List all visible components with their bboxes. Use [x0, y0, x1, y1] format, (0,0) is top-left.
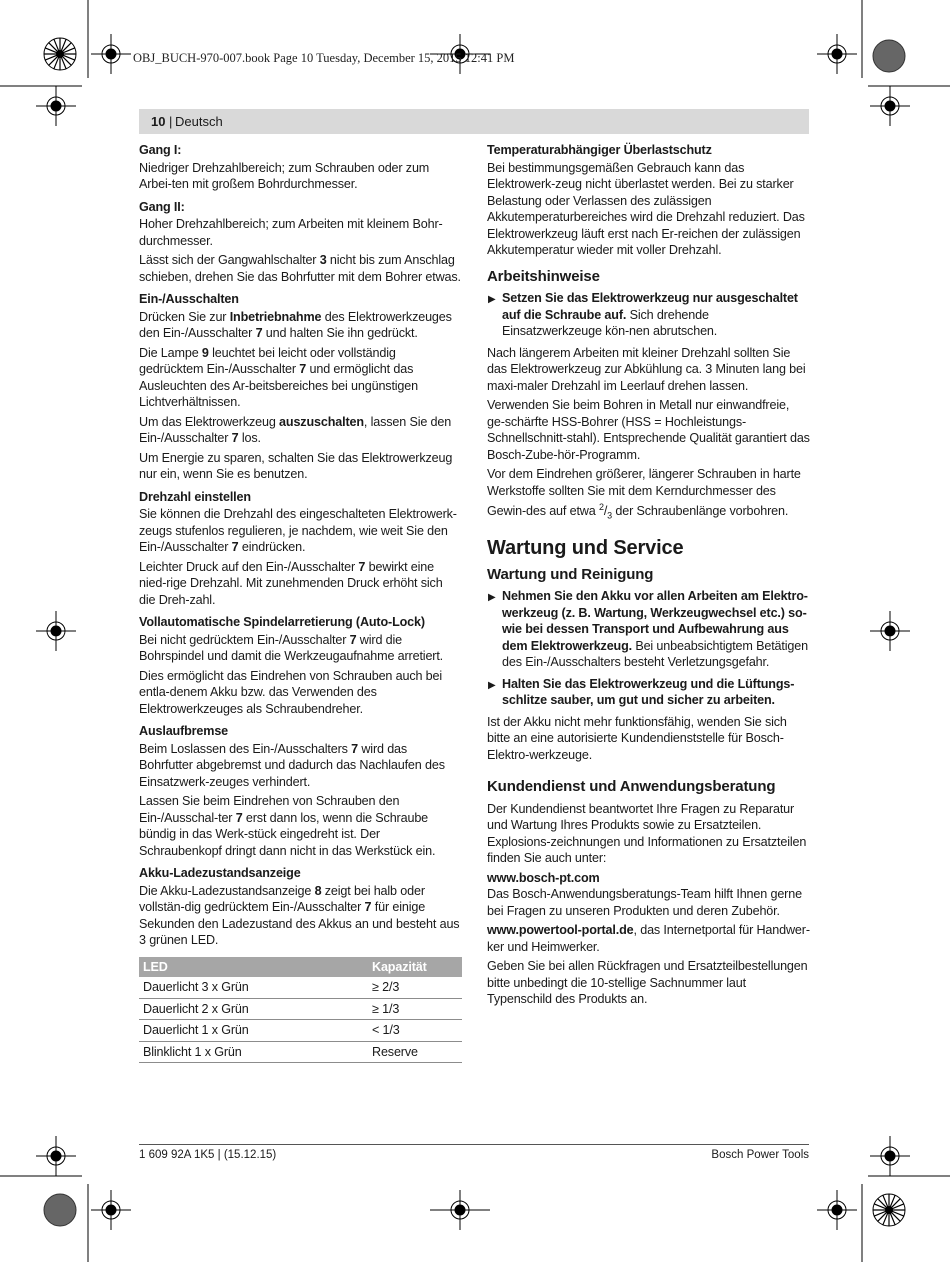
table-cell: Reserve	[372, 1041, 462, 1063]
table-row	[139, 977, 462, 998]
charge-heading: Akku-Ladezustandsanzeige	[139, 866, 301, 880]
registration-mark-icon	[36, 86, 76, 126]
maintenance-bullet-1: ▶ Nehmen Sie den Akku vor allen Arbeiten am Elektro-werkzeug (z. B. Wartung, Werkzeugwechsel etc.) so-wie bei dessen Transport und Aufbewahrung aus dem Elektrowerkzeug. Bei unbeabsichtigtem Betätigen des Ein-/Ausschalters besteht Verletzungsgefahr.	[488, 589, 808, 670]
registration-mark-icon	[870, 611, 910, 651]
charge-p1: Die Akku-Ladezustandsanzeige 8 zeigt bei halb oder vollstän-dig gedrücktem Ein-/Ausschalter 7 für einige Sekunden den Ladezustand des Akkus an und besteht aus 3 grünen LED.	[139, 883, 460, 947]
table-header-row	[139, 957, 462, 978]
header-language: Deutsch	[175, 114, 223, 129]
table-cell: Dauerlicht 2 x Grün	[139, 998, 372, 1020]
table-cell: ≥ 2/3	[372, 977, 462, 998]
footer-article-number: 1 609 92A 1K5 | (15.12.15)	[139, 1149, 277, 1161]
page-number: 10	[151, 114, 166, 129]
table-row	[139, 998, 462, 1020]
table-row	[139, 1041, 462, 1063]
triangle-right-icon: ▶	[488, 294, 496, 305]
color-wheel-icon	[871, 38, 907, 74]
work-p2: Verwenden Sie beim Bohren in Metall nur einwandfreie, ge-schärfte HSS-Bohrer (HSS = Hochleistungs-Schnellschnitt-stahl). Entsprechende Qualität garantiert das Bosch-Zube-hör-Programm.	[487, 398, 810, 462]
work-p3: Vor dem Eindrehen größerer, längerer Schrauben in harte Werkstoffe sollten Sie mit dem Kerndurchmesser des Gewin-des auf etwa $^2/_3$ der Schraubenlänge vorbohren.	[487, 467, 801, 521]
page-header	[139, 109, 809, 134]
overload-heading: Temperaturabhängiger Überlastschutz	[487, 143, 712, 157]
table-row	[139, 1020, 462, 1042]
table-cell: Blinklicht 1 x Grün	[139, 1041, 372, 1063]
autolock-p2: Dies ermöglicht das Eindrehen von Schrauben auch bei entla-denem Akku bzw. das Verwenden des Elektrowerkzeuges als Schraubendreher.	[139, 668, 443, 716]
table-cell: Dauerlicht 1 x Grün	[139, 1020, 372, 1042]
footer-divider	[139, 1144, 809, 1145]
registration-mark-icon	[430, 1190, 490, 1230]
triangle-right-icon: ▶	[488, 592, 496, 604]
registration-mark-icon	[91, 34, 131, 74]
table-cell: Dauerlicht 3 x Grün	[139, 977, 372, 998]
footer-brand: Bosch Power Tools	[711, 1149, 809, 1161]
gang2-text: Hoher Drehzahlbereich; zum Arbeiten mit kleinem Bohr-durchmesser.	[139, 217, 443, 248]
customer-p4: Geben Sie bei allen Rückfragen und Ersatzteilbestellungen bitte unbedingt die 10-stellige Sachnummer laut Typenschild des Produkts an.	[487, 959, 808, 1007]
left-column	[139, 142, 462, 1063]
customer-p1: Der Kundendienst beantwortet Ihre Fragen zu Reparatur und Wartung Ihres Produkts sowie zu Ersatzteilen. Explosions-zeichnungen und Informationen zu Ersatzteilen finden Sie auch unter:	[487, 801, 807, 866]
work-heading: Arbeitshinweise	[487, 267, 600, 285]
registration-mark-icon	[870, 1136, 910, 1176]
onoff-heading: Ein-/Ausschalten	[139, 292, 239, 306]
gang-hint: Lässt sich der Gangwahlschalter 3 nicht bis zum Anschlag schieben, drehen Sie das Bohrfutter mit dem Bohrer etwas.	[139, 253, 461, 284]
table-header-capacity: Kapazität	[372, 957, 462, 978]
service-heading: Wartung und Service	[487, 537, 684, 560]
header-separator: |	[169, 114, 173, 129]
work-p1: Nach längerem Arbeiten mit kleiner Drehzahl sollten Sie das Elektrowerkzeug zur Abkühlung ca. 3 Minuten lang bei maxi-maler Drehzahl im Leerlauf drehen lassen.	[487, 345, 806, 393]
overload-text: Bei bestimmungsgemäßen Gebrauch kann das Elektrowerk-zeug nicht überlastet werden. Bei zu starker Belastung oder Verlassen des zulässigen Akkutemperaturbereiches wird die Drehzahl reduziert. Das Elektrowerkzeug läuft erst nach Er-reichen der zulässigen Akkutemperatur wieder mit voller Drehzahl.	[487, 160, 805, 257]
color-wheel-icon	[871, 1192, 907, 1228]
onoff-p3: Um das Elektrowerkzeug auszuschalten, lassen Sie den Ein-/Ausschalter 7 los.	[139, 414, 452, 445]
speed-heading: Drehzahl einstellen	[139, 489, 251, 504]
gang2-heading: Gang II:	[139, 199, 185, 214]
registration-mark-icon	[817, 34, 857, 74]
registration-mark-icon	[36, 1136, 76, 1176]
customer-service-heading: Kundendienst und Anwendungsberatung	[487, 778, 776, 796]
table-header-led: LED	[139, 957, 372, 978]
autolock-p1: Bei nicht gedrücktem Ein-/Ausschalter 7 wird die Bohrspindel und damit die Werkzeugaufnahme arretiert.	[139, 632, 444, 663]
registration-mark-icon	[91, 1190, 131, 1230]
table-cell: ≥ 1/3	[372, 998, 462, 1020]
work-bullet: ▶ Setzen Sie das Elektrowerkzeug nur ausgeschaltet auf die Schraube auf. Sich drehende Einsatzwerkzeuge kön-nen abrutschen.	[488, 291, 798, 338]
table-cell: < 1/3	[372, 1020, 462, 1042]
led-capacity-table	[139, 957, 462, 1064]
autolock-heading: Vollautomatische Spindelarretierung (Auto-Lock)	[139, 615, 425, 629]
print-info: OBJ_BUCH-970-007.book Page 10 Tuesday, December 15, 2015 12:41 PM	[133, 51, 515, 65]
registration-mark-icon	[817, 1190, 857, 1230]
brake-heading: Auslaufbremse	[139, 724, 229, 738]
onoff-p2: Die Lampe 9 leuchtet bei leicht oder vollständig gedrücktem Ein-/Ausschalter 7 und ermöglicht das Ausleuchten des Ar-beitsbereiches bei ungünstigen Lichtverhältnissen.	[139, 345, 418, 409]
color-wheel-icon	[42, 36, 78, 72]
customer-url-1[interactable]: www.bosch-pt.com	[487, 870, 600, 885]
right-column	[487, 142, 810, 1011]
registration-mark-icon	[36, 611, 76, 651]
maintenance-heading: Wartung und Reinigung	[487, 565, 654, 583]
brake-p1: Beim Loslassen des Ein-/Ausschalters 7 wird das Bohrfutter abgebremst und dadurch das Nachlaufen des Einsatzwerk-zeuges verhindert.	[139, 741, 445, 789]
gang1-text: Niedriger Drehzahlbereich; zum Schrauben oder zum Arbei-ten mit großem Bohrdurchmesser.	[139, 160, 430, 191]
onoff-p1: Drücken Sie zur Inbetriebnahme des Elektrowerkzeuges den Ein-/Ausschalter 7 und halten Sie ihn gedrückt.	[139, 309, 452, 340]
registration-mark-icon	[870, 86, 910, 126]
speed-p1: Sie können die Drehzahl des eingeschalteten Elektrowerk-zeugs stufenlos regulieren, je nachdem, wie weit Sie den Ein-/Ausschalter 7 eindrücken.	[139, 507, 457, 554]
color-wheel-icon	[42, 1192, 78, 1228]
onoff-p4: Um Energie zu sparen, schalten Sie das Elektrowerkzeug nur ein, wenn Sie es benutzen.	[139, 450, 453, 481]
triangle-right-icon: ▶	[488, 679, 496, 691]
maintenance-bullet-2: ▶ Halten Sie das Elektrowerkzeug und die Lüftungs-schlitze sauber, um gut und sicher zu arbeiten.	[488, 676, 795, 708]
brake-p2: Lassen Sie beim Eindrehen von Schrauben den Ein-/Ausschal-ter 7 erst dann los, wenn die Schraube bündig in das Werk-stück eingedreht ist. Der Schraubenkopf dringt dann nicht in das Werkstück ein.	[139, 794, 436, 858]
customer-p2: Das Bosch-Anwendungsberatungs-Team hilft Ihnen gerne bei Fragen zu unseren Produkten und deren Zubehör.	[487, 887, 802, 918]
gang1-heading: Gang I:	[139, 143, 182, 157]
customer-url-2[interactable]: www.powertool-portal.de	[487, 923, 634, 938]
customer-p3: www.powertool-portal.de, das Internetportal für Handwer-ker und Heimwerker.	[487, 923, 810, 954]
speed-p2: Leichter Druck auf den Ein-/Ausschalter 7 bewirkt eine nied-rige Drehzahl. Mit zunehmenden Druck erhöht sich die Dreh-zahl.	[139, 559, 443, 607]
maintenance-text: Ist der Akku nicht mehr funktionsfähig, wenden Sie sich bitte an eine autorisierte Kundendienststelle für Bosch-Elektro-werkzeuge.	[487, 714, 787, 762]
